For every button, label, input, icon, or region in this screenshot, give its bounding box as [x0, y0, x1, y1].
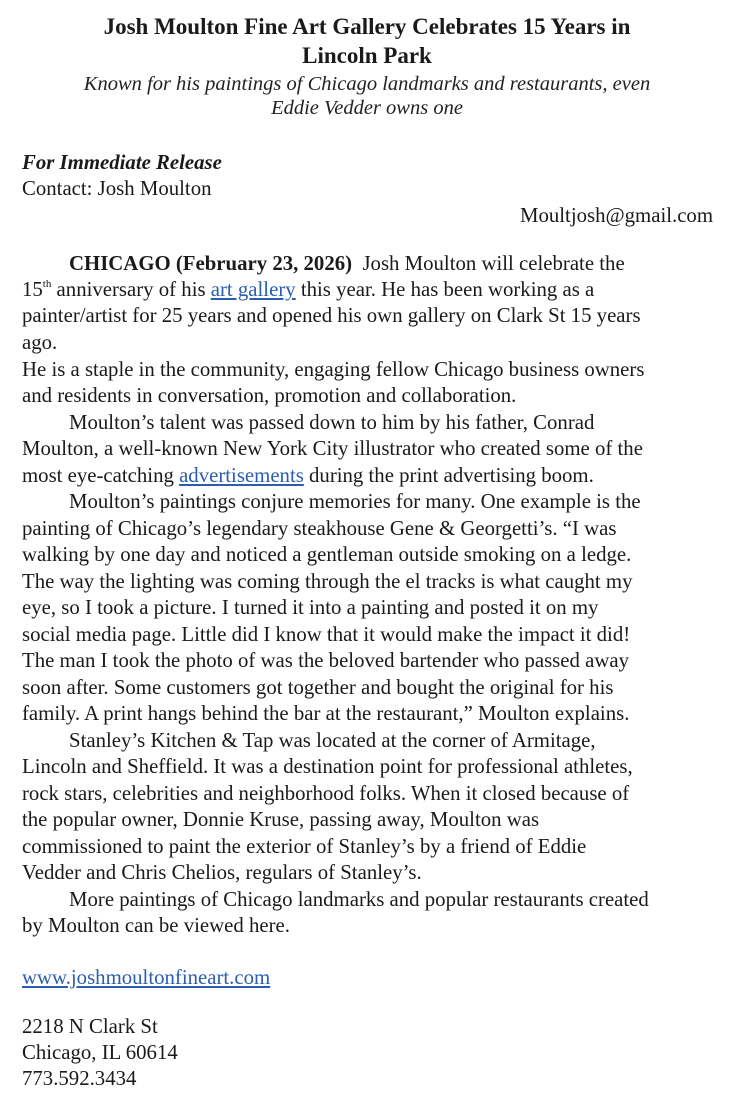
- paragraph-4-line-2: painting of Chicago’s legendary steakhouse Gene & Georgetti’s. “I was: [22, 517, 617, 540]
- contact-name: Contact: Josh Moulton: [22, 177, 212, 200]
- paragraph-4-line-3: walking by one day and noticed a gentleman outside smoking on a ledge.: [22, 543, 632, 566]
- headline: [0, 12, 734, 70]
- paragraph-text: this year. He has been working as a: [295, 278, 595, 301]
- paragraph-5-line-1: Stanley’s Kitchen & Tap was located at the corner of Armitage,: [69, 729, 596, 752]
- paragraph-3-line-1: Moulton’s talent was passed down to him by his father, Conrad: [69, 411, 595, 434]
- paragraph-6-line-2: by Moulton can be viewed here.: [22, 914, 290, 937]
- paragraph-4-line-7: The man I took the photo of was the beloved bartender who passed away: [22, 649, 629, 672]
- subheadline-line-1: Known for his paintings of Chicago landmarks and restaurants, even: [83, 73, 651, 95]
- advertisements-link[interactable]: advertisements: [179, 464, 304, 487]
- dateline: CHICAGO (February 23, 2026): [69, 252, 353, 275]
- paragraph-5-line-5: commissioned to paint the exterior of Stanley’s by a friend of Eddie: [22, 835, 587, 858]
- paragraph-4-line-4: The way the lighting was coming through the el tracks is what caught my: [22, 570, 633, 593]
- phone-number: 773.592.3434: [22, 1067, 137, 1090]
- paragraph-3-line-2: Moulton, a well-known New York City illustrator who created some of the: [22, 437, 643, 460]
- address-street: 2218 N Clark St: [22, 1015, 158, 1038]
- paragraph-5-line-3: rock stars, celebrities and neighborhood folks. When it closed because of: [22, 782, 630, 805]
- paragraph-1-line-4: ago.: [22, 331, 58, 354]
- paragraph-text: anniversary of his: [51, 278, 211, 301]
- website-line: [22, 965, 270, 991]
- paragraph-4-line-5: eye, so I took a picture. I turned it into a painting and posted it on my: [22, 596, 599, 619]
- paragraph-text: 15: [22, 278, 43, 301]
- art-gallery-link[interactable]: art gallery: [210, 278, 296, 301]
- paragraph-6-line-1: More paintings of Chicago landmarks and popular restaurants created: [69, 888, 649, 911]
- paragraph-5-line-6: Vedder and Chris Chelios, regulars of Stanley’s.: [22, 861, 422, 884]
- paragraph-4-line-1: Moulton’s paintings conjure memories for many. One example is the: [69, 490, 641, 513]
- contact-email: Moultjosh@gmail.com: [519, 204, 713, 227]
- website-link[interactable]: www.joshmoultonfineart.com: [22, 966, 271, 989]
- paragraph-4-line-9: family. A print hangs behind the bar at the restaurant,” Moulton explains.: [22, 702, 630, 725]
- subheadline: [0, 72, 734, 120]
- paragraph-5-line-2: Lincoln and Sheffield. It was a destination point for professional athletes,: [22, 755, 633, 778]
- paragraph-5-line-4: the popular owner, Donnie Kruse, passing away, Moulton was: [22, 808, 540, 831]
- paragraph-2-line-1: He is a staple in the community, engaging fellow Chicago business owners: [22, 358, 645, 381]
- paragraph-1-line-2: [22, 277, 594, 303]
- paragraph-4-line-8: soon after. Some customers got together and bought the original for his: [22, 676, 614, 699]
- ordinal-suffix: th: [42, 278, 52, 290]
- paragraph-4-line-6: social media page. Little did I know that it would make the impact it did!: [22, 623, 631, 646]
- paragraph-text: Josh Moulton will celebrate the: [362, 252, 625, 275]
- paragraph-2-line-2: and residents in conversation, promotion and collaboration.: [22, 384, 517, 407]
- headline-line-1: Josh Moulton Fine Art Gallery Celebrates 15 Years in: [103, 14, 631, 39]
- headline-line-2: Lincoln Park: [302, 43, 432, 68]
- paragraph-text: during the print advertising boom.: [303, 464, 594, 487]
- paragraph-1-line-1: [69, 251, 625, 277]
- paragraph-1-line-3: painter/artist for 25 years and opened his own gallery on Clark St 15 years: [22, 304, 641, 327]
- paragraph-text: most eye-catching: [22, 464, 180, 487]
- address-city: Chicago, IL 60614: [22, 1041, 178, 1064]
- paragraph-3-line-3: [22, 463, 594, 489]
- subheadline-line-2: Eddie Vedder owns one: [271, 97, 463, 119]
- release-label: For Immediate Release: [22, 151, 222, 174]
